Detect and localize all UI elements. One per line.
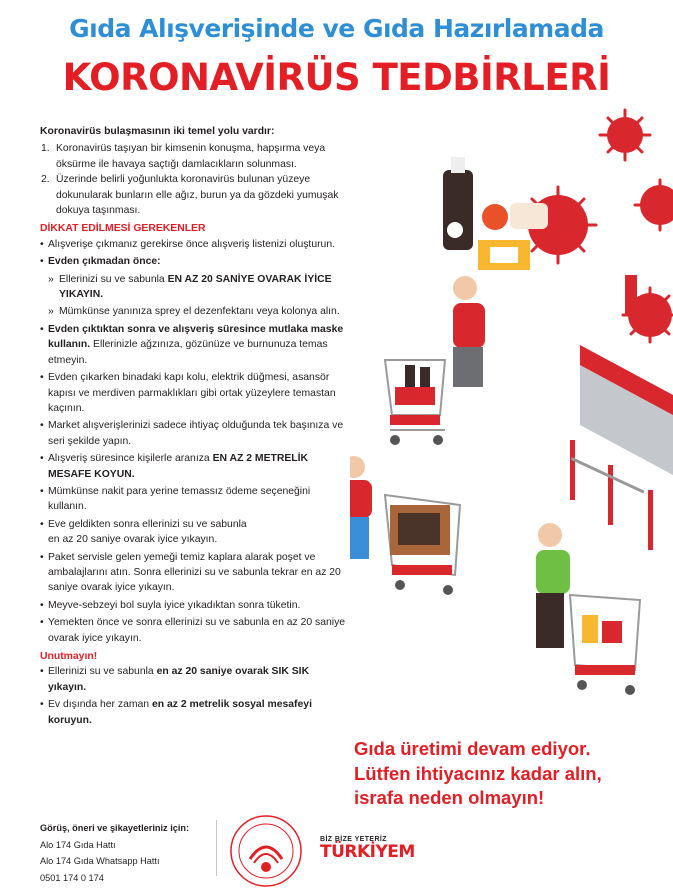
slogan-line-2: Lütfen ihtiyacınız kadar alın, [354, 762, 602, 784]
brand-logo [320, 836, 415, 861]
slogan-line-3: israfa neden olmayın! [354, 787, 545, 808]
brand-tagline: BİZ BİZE YETERİZ [320, 836, 387, 843]
intro-heading: Koronavirüs bulaşmasının iki temel yolu vardır: [40, 126, 275, 137]
list-item: • Yemekten önce ve sonra ellerinizi su ve sabunla en az 20 saniye ovarak iyice yıkayın. [40, 615, 350, 646]
slogan-line-1: Gıda üretimi devam ediyor. [354, 738, 591, 759]
list-item: • Evden çıkmadan önce: [40, 254, 350, 269]
intro-item-2: 2. Üzerinde belirli yoğunlukta koronavirüs bulunan yüzeye dokunularak bunların elle ağız, burun ya da gözdeki yumuşak dokuya taşınması. [41, 174, 339, 217]
sub-list-item: » Ellerinizi su ve sabunla EN AZ 20 SANİYE OVARAK İYİCE YIKAYIN. [40, 272, 350, 303]
intro-item-1: 1. Koronavirüs taşıyan bir kimsenin konuşma, hapşırma veya öksürme ile havaya saçtığı damlacıkların solunması. [41, 143, 326, 170]
list-item: • Alışveriş süresince kişilerle aranıza EN AZ 2 METRELİK MESAFE KOYUN. [40, 451, 350, 482]
footer-divider [216, 820, 217, 876]
list-item: • Eve geldikten sonra ellerinizi su ve sabunla en az 20 saniye ovarak iyice yıkayın. [40, 517, 350, 548]
footer-line-3: 0501 174 0 174 [40, 872, 104, 883]
list-item: • Alışverişe çıkmanız gerekirse önce alışveriş listenizi oluşturun. [40, 237, 350, 252]
shopping-illustration [350, 95, 673, 715]
list-item: • Evden çıkarken binadaki kapı kolu, elektrik düğmesi, asansör kapısı ve merdiven parmaklıkları gibi ortak yüzeylere temastan kaçının. [40, 370, 350, 416]
footer-line-1: Alo 174 Gıda Hattı [40, 839, 116, 850]
ministry-seal-icon [228, 813, 304, 889]
unutmayin-heading: Unutmayın! [40, 651, 98, 662]
footer-contact [40, 820, 189, 886]
main-content [40, 124, 350, 730]
list-item: • Ev dışında her zaman en az 2 metrelik sosyal mesafeyi koruyun. [40, 697, 350, 728]
page-title-line2: KORONAVİRÜS TEDBİRLERİ [62, 56, 611, 99]
list-item: • Paket servisle gelen yemeği temiz kaplara alarak poşet ve ambalajlarını atın. Sonra ellerinizi su ve sabunla tekrar en az 20 saniye ovarak iyice yıkayın. [40, 550, 350, 596]
list-item: • Meyve-sebzeyi bol suyla iyice yıkadıktan sonra tüketin. [40, 598, 350, 613]
list-item: • Evden çıktıktan sonra ve alışveriş süresince mutlaka maske kullanın. Ellerinizle ağzınıza, gözünüze ve burnunuza temas etmeyin. [40, 322, 350, 368]
footer-heading: Görüş, öneri ve şikayetleriniz için: [40, 823, 190, 833]
list-item: • Market alışverişlerinizi sadece ihtiyaç olduğunda tek başınıza ve seri şekilde yapın. [40, 418, 350, 449]
slogan [354, 737, 654, 811]
sub-list-item: » Mümkünse yanınıza sprey el dezenfektanı veya kolonya alın. [40, 304, 350, 319]
list-item: • Mümkünse nakit para yerine temassız ödeme seçeneğini kullanın. [40, 484, 350, 515]
dikkat-heading: DİKKAT EDİLMESİ GEREKENLER [40, 223, 206, 235]
list-item: • Ellerinizi su ve sabunla en az 20 saniye ovarak SIK SIK yıkayın. [40, 664, 350, 695]
page-title-line1: Gıda Alışverişinde ve Gıda Hazırlamada [69, 14, 604, 43]
footer-line-2: Alo 174 Gıda Whatsapp Hattı [40, 856, 160, 866]
brand-name: TÜRKİYEM [320, 842, 415, 862]
